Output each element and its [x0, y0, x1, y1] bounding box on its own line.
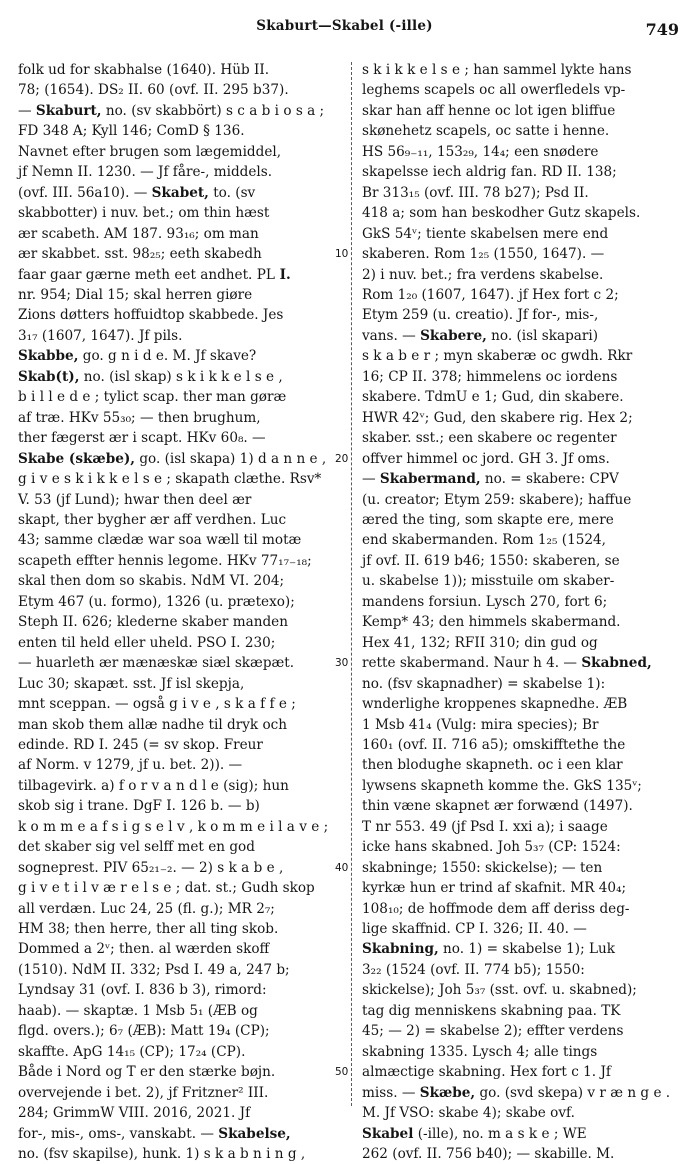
text-line: g i v e t i l v æ r e l s e ; dat. st.; Gudh skop [18, 880, 315, 897]
text-line: no. (fsv skapilse), hunk. 1) s k a b n i n g , [18, 1146, 306, 1163]
text-line: s k a b e r ; myn skaberæ oc gwdh. Rkr [362, 348, 633, 365]
margin-line-number: 10 [335, 248, 349, 261]
text-line: 108₁₀; de hoffmode dem aff deriss deg- [362, 900, 630, 917]
text-line: all verdæn. Luc 24, 25 (fl. g.); MR 2₇; [18, 900, 275, 917]
text-line: kyrkæ hun er trind af skafnit. MR 40₄; [362, 880, 627, 897]
text-line: Etym 467 (u. formo), 1326 (u. prætexo); [18, 593, 295, 610]
margin-line-number: 50 [335, 1066, 349, 1079]
margin-line-number: 30 [335, 657, 349, 670]
text-line: no. (fsv skapnadher) = skabelse 1): [362, 675, 606, 692]
text-line: leghems scapels oc all owerfledels vp- [362, 82, 626, 99]
entry-headword: Skabe (skæbe), [18, 450, 136, 467]
entry-headword: Skaburt, [35, 102, 102, 119]
text-line: Etym 259 (u. creatio). Jf for-, mis-, [362, 307, 599, 324]
text-line: tag dig menniskens skabning paa. TK [362, 1002, 621, 1019]
text-line: icke hans skabned. Joh 5₃₇ (CP: 1524: [362, 839, 621, 856]
text-line: g i v e s k i k k e l s e ; skapath clæthe. Rsv* [18, 471, 322, 488]
entry-headword: Skab(t), [18, 368, 80, 385]
text-line: Rom 1₂₀ (1607, 1647). jf Hex fort c 2; [362, 286, 619, 303]
text-line: thin væne skapnet ær forwænd (1497). [362, 798, 633, 815]
text-line: then blodughe skapneth. oc i een klar [362, 757, 623, 774]
text-line: V. 53 (jf Lund); hwar then deel ær [18, 491, 252, 508]
text-line: skønehetz scapels, oc satte i henne. [362, 123, 610, 140]
text-line: miss. — Skæbe, go. (svd skepa) v r æ n g e . [362, 1084, 671, 1101]
text-line: Skabel (-ille), no. m a s k e ; WE [362, 1125, 587, 1142]
text-line: 160₁ (ovf. II. 716 a5); omskifftethe the [362, 736, 626, 753]
text-line: Skabning, no. 1) = skabelse 1); Luk [362, 941, 615, 958]
entry-headword: Skabermand, [379, 471, 481, 488]
text-line: jf Nemn II. 1230. — Jf fåre-, middels. [18, 164, 273, 181]
text-line: 43; samme clædæ war soa wæll til motæ [18, 532, 302, 549]
text-line: (1510). NdM II. 332; Psd I. 49 a, 247 b; [18, 961, 290, 978]
column-divider [351, 62, 352, 1106]
margin-line-number: 40 [335, 861, 349, 874]
entry-headword: Skabere, [420, 327, 487, 344]
entry-headword: Skabet, [151, 184, 209, 201]
text-line: Br 313₁₅ (ovf. III. 78 b27); Psd II. [362, 184, 589, 201]
text-line: mandens forsiun. Lysch 270, fort 6; [362, 593, 608, 610]
text-line: offver himmel oc jord. GH 3. Jf oms. [362, 450, 610, 467]
text-line: M. Jf VSO: skabe 4); skabe ovf. [362, 1105, 575, 1122]
text-line: af træ. HKv 55₃₀; — then brughum, [18, 409, 261, 426]
text-line: skapelsse iech aldrig fan. RD II. 138; [362, 164, 617, 181]
text-line: Både i Nord og T er den stærke bøjn. [18, 1064, 276, 1081]
text-line: skar han aff henne oc lot igen bliffue [362, 102, 616, 119]
text-line: skapt, ther bygher ær aff verdhen. Luc [18, 511, 287, 528]
text-line: skaberen. Rom 1₂₅ (1550, 1647). — [362, 246, 605, 263]
text-line: Navnet efter brugen som lægemiddel, [18, 143, 282, 160]
text-line: u. skabelse 1)); misstuile om skaber- [362, 573, 615, 590]
text-line: s k i k k e l s e ; han sammel lykte hans [362, 62, 632, 78]
text-line: b i l l e d e ; tylict scap. ther man gøræ [18, 389, 287, 406]
text-line: skabninge; 1550: skickelse); — ten [362, 859, 603, 876]
text-line: haab). — skaptæ. 1 Msb 5₁ (ÆB og [18, 1002, 258, 1019]
text-line: GkS 54ᵛ; tiente skabelsen mere end [362, 225, 609, 242]
text-line: skaber. sst.; een skabere oc regenter [362, 430, 617, 447]
text-line: edinde. RD I. 245 (= sv skop. Freur [18, 736, 263, 753]
text-line: (ovf. III. 56a10). — Skabet, to. (sv [18, 184, 256, 201]
entry-headword: Skabel [362, 1125, 414, 1142]
text-line: FD 348 A; Kyll 146; ComD § 136. [18, 123, 245, 140]
page-number: 749 [645, 20, 679, 39]
text-line: — Skabermand, no. = skabere: CPV [362, 471, 619, 488]
left-column [18, 60, 344, 1163]
text-line: Skabe (skæbe), go. (isl skapa) 1) d a n n e , [18, 450, 327, 467]
entry-headword: Skabbe, [18, 348, 79, 365]
text-line: flgd. overs.); 6₇ (ÆB): Matt 19₄ (CP); [18, 1023, 270, 1040]
text-line: skabning 1335. Lysch 4; alle tings [362, 1043, 598, 1060]
text-line: skabbotter) i nuv. bet.; om thin hæst [18, 205, 270, 222]
text-line: rette skabermand. Naur h 4. — Skabned, [362, 655, 652, 672]
text-line: Skab(t), no. (isl skap) s k i k k e l s e , [18, 368, 283, 385]
text-line: æred the ting, som skapte ere, mere [362, 511, 614, 528]
entry-headword: Skabned, [581, 655, 652, 672]
text-line: folk ud for skabhalse (1640). Hüb II. [18, 62, 270, 78]
text-line: ær skabbet. sst. 98₂₅; eeth skabedh [18, 246, 262, 263]
text-line: HWR 42ᵛ; Gud, den skabere rig. Hex 2; [362, 409, 633, 426]
text-line: ær scabeth. AM 187. 93₁₆; om man [18, 225, 259, 242]
text-line: end skabermanden. Rom 1₂₅ (1524, [362, 532, 606, 549]
text-line: Hex 41, 132; RFII 310; din gud og [362, 634, 598, 651]
text-line: Lyndsay 31 (ovf. I. 836 b 3), rimord: [18, 982, 267, 999]
text-line: af Norm. v 1279, jf u. bet. 2)). — [18, 757, 243, 774]
text-line: wnderlighe kroppenes skapnedhe. ÆB [362, 696, 628, 713]
entry-headword: Skæbe, [419, 1084, 476, 1101]
text-line: nr. 954; Dial 15; skal herren giøre [18, 286, 253, 303]
page-header [0, 14, 689, 40]
text-line: skabere. TdmU e 1; Gud, din skabere. [362, 389, 624, 406]
text-line: 78; (1654). DS₂ II. 60 (ovf. II. 295 b37). [18, 82, 289, 99]
text-line: vans. — Skabere, no. (isl skapari) [362, 327, 599, 344]
text-line: k o m m e a f s i g s e l v , k o m m e i l a v e ; [18, 818, 329, 835]
text-line: 284; GrimmW VIII. 2016, 2021. Jf [18, 1105, 251, 1122]
text-line: — Skaburt, no. (sv skabbört) s c a b i o s a ; [18, 102, 325, 119]
text-line: lige skaffnid. CP I. 326; II. 40. — [362, 921, 587, 938]
text-line: 262 (ovf. II. 756 b40); — skabille. M. [362, 1146, 615, 1163]
text-line: sogneprest. PIV 65₂₁₋₂. — 2) s k a b e , [18, 859, 284, 876]
text-line: ther fægerst ær i scapt. HKv 60₈. — [18, 430, 266, 447]
text-line: skaffte. ApG 14₁₅ (CP); 17₂₄ (CP). [18, 1043, 246, 1060]
text-line: skob sig i trane. DgF I. 126 b. — b) [18, 798, 260, 815]
text-line: Skabbe, go. g n i d e. M. Jf skave? [18, 348, 257, 365]
text-line: 1 Msb 41₄ (Vulg: mira species); Br [362, 716, 599, 733]
text-line: enten til held eller uheld. PSO I. 230; [18, 634, 276, 651]
text-line: almæctige skabning. Hex fort c 1. Jf [362, 1064, 611, 1081]
entry-headword: I. [274, 266, 291, 283]
text-line: Kemp* 43; den himmels skabermand. [362, 614, 621, 631]
text-line: 3₂₂ (1524 (ovf. II. 774 b5); 1550: [362, 961, 585, 978]
text-line: Steph II. 626; klederne skaber manden [18, 614, 288, 631]
text-line: mnt sceppan. — også g i v e , s k a f f e ; [18, 696, 296, 713]
text-line: scapeth effter hennis legome. HKv 77₁₇₋₁₈; [18, 552, 312, 569]
text-line: 16; CP II. 378; himmelens oc iordens [362, 368, 618, 385]
text-line: 3₁₇ (1607, 1647). Jf pils. [18, 327, 183, 344]
margin-line-number: 20 [335, 452, 349, 465]
text-line: skal then dom so skabis. NdM VI. 204; [18, 573, 285, 590]
right-column [362, 60, 682, 1163]
text-line: (u. creator; Etym 259: skabere); haffue [362, 491, 632, 508]
text-line: 45; — 2) = skabelse 2); effter verdens [362, 1023, 624, 1040]
text-line: faar gaar gærne meth eet andhet. PL I. [18, 266, 291, 283]
entry-headword: Skabning, [362, 941, 439, 958]
text-line: lywsens skapneth komme the. GkS 135ᵛ; [362, 777, 642, 794]
text-line: det skaber sig vel selff met en god [18, 839, 255, 856]
text-line: skickelse); Joh 5₃₇ (sst. ovf. u. skabned); [362, 982, 637, 999]
text-line: T nr 553. 49 (jf Psd I. xxi a); i saage [362, 818, 608, 835]
text-line: tilbagevirk. a) f o r v a n d l e (sig); hun [18, 777, 289, 794]
text-line: — huarleth ær mænæskæ siæl skæpæt. [18, 655, 295, 672]
text-line: 2) i nuv. bet.; fra verdens skabelse. [362, 266, 604, 283]
text-line: for-, mis-, oms-, vanskabt. — Skabelse, [18, 1125, 291, 1142]
text-line: Dommed a 2ᵛ; then. al wærden skoff [18, 941, 270, 958]
text-line: man skob them allæ nadhe til dryk och [18, 716, 288, 733]
text-line: jf ovf. II. 619 b46; 1550: skaberen, se [362, 552, 620, 569]
text-line: HS 56₉₋₁₁, 153₂₉, 14₄; een snødere [362, 143, 599, 160]
text-line: HM 38; then herre, ther all ting skob. [18, 921, 279, 938]
running-head: Skaburt—Skabel (-ille) [256, 18, 433, 34]
text-line: 418 a; som han beskodher Gutz skapels. [362, 205, 641, 222]
entry-headword: Skabelse, [218, 1125, 291, 1142]
text-line: overvejende i bet. 2), jf Fritzner² III. [18, 1084, 269, 1101]
text-line: Zions døtters hoffuidtop skabbede. Jes [18, 307, 284, 324]
text-line: Luc 30; skapæt. sst. Jf isl skepja, [18, 675, 245, 692]
